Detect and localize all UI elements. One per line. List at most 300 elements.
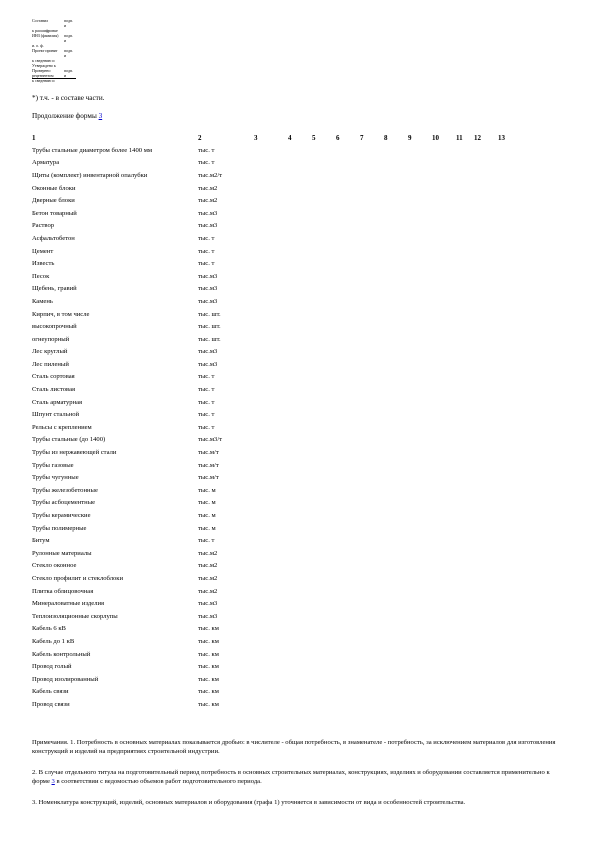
empty-cell	[432, 232, 456, 245]
empty-cell	[254, 295, 288, 308]
empty-cell	[360, 560, 384, 573]
empty-cell	[474, 660, 498, 673]
empty-cell	[456, 295, 474, 308]
signature-row	[32, 48, 76, 58]
empty-cell	[254, 333, 288, 346]
table-row	[32, 333, 522, 346]
empty-cell	[384, 434, 408, 447]
empty-cell	[254, 434, 288, 447]
material-name: Песок	[32, 272, 50, 280]
material-name: Битум	[32, 537, 50, 545]
empty-cell	[384, 522, 408, 535]
empty-cell	[474, 408, 498, 421]
empty-cell	[498, 660, 522, 673]
empty-cell	[336, 623, 360, 636]
empty-cell	[384, 245, 408, 258]
empty-cell	[474, 358, 498, 371]
empty-cell	[432, 408, 456, 421]
empty-cell	[408, 446, 432, 459]
empty-cell	[474, 169, 498, 182]
table-row	[32, 371, 522, 384]
continuation-prefix: Продолжение формы	[32, 112, 99, 120]
empty-cell	[288, 585, 312, 598]
empty-cell	[312, 648, 336, 661]
material-name: Трубы стальные (до 1400)	[32, 436, 106, 444]
empty-cell	[288, 207, 312, 220]
empty-cell	[288, 157, 312, 170]
material-name: Стекло профилит и стеклоблоки	[32, 574, 124, 582]
empty-cell	[336, 308, 360, 321]
empty-cell	[336, 194, 360, 207]
material-name: Трубы полимерные	[32, 524, 87, 532]
empty-cell	[456, 597, 474, 610]
empty-cell	[474, 673, 498, 686]
column-header: 13	[498, 134, 505, 142]
empty-cell	[336, 257, 360, 270]
empty-cell	[288, 547, 312, 560]
empty-cell	[336, 560, 360, 573]
empty-cell	[456, 270, 474, 283]
table-row	[32, 308, 522, 321]
empty-cell	[336, 522, 360, 535]
empty-cell	[360, 220, 384, 233]
empty-cell	[312, 623, 336, 636]
empty-cell	[384, 698, 408, 711]
empty-cell	[408, 257, 432, 270]
empty-cell	[360, 396, 384, 409]
empty-cell	[384, 194, 408, 207]
unit-cell: тыс.м2	[198, 549, 218, 557]
empty-cell	[456, 283, 474, 296]
empty-cell	[474, 320, 498, 333]
empty-cell	[408, 560, 432, 573]
empty-cell	[312, 371, 336, 384]
empty-cell	[360, 434, 384, 447]
empty-cell	[456, 220, 474, 233]
empty-cell	[474, 623, 498, 636]
footnote-separator	[32, 78, 76, 79]
empty-cell	[474, 245, 498, 258]
table-row	[32, 446, 522, 459]
empty-cell	[312, 157, 336, 170]
empty-cell	[456, 182, 474, 195]
empty-cell	[432, 308, 456, 321]
empty-cell	[474, 471, 498, 484]
empty-cell	[456, 194, 474, 207]
empty-cell	[474, 446, 498, 459]
signature-row	[32, 68, 76, 78]
empty-cell	[498, 459, 522, 472]
empty-cell	[254, 220, 288, 233]
empty-cell	[456, 698, 474, 711]
empty-cell	[360, 333, 384, 346]
empty-cell	[474, 270, 498, 283]
empty-cell	[312, 471, 336, 484]
empty-cell	[336, 572, 360, 585]
empty-cell	[384, 383, 408, 396]
empty-cell	[408, 371, 432, 384]
empty-cell	[408, 635, 432, 648]
empty-cell	[312, 194, 336, 207]
unit-cell: тыс.м/т	[198, 449, 219, 457]
material-name: высокопрочный	[32, 323, 77, 331]
empty-cell	[498, 182, 522, 195]
empty-cell	[288, 497, 312, 510]
material-name: Рулонные материалы	[32, 549, 92, 557]
empty-cell	[336, 408, 360, 421]
empty-cell	[384, 257, 408, 270]
empty-cell	[474, 220, 498, 233]
table-row	[32, 497, 522, 510]
empty-cell	[498, 144, 522, 157]
unit-cell: тыс. км	[198, 663, 219, 671]
empty-cell	[456, 522, 474, 535]
material-name: Трубы стальные диаметром более 1400 мм	[32, 146, 153, 154]
empty-cell	[498, 547, 522, 560]
empty-cell	[384, 308, 408, 321]
empty-cell	[456, 534, 474, 547]
empty-cell	[384, 169, 408, 182]
material-name: Оконные блоки	[32, 184, 76, 192]
material-name: Плитка облицовочная	[32, 587, 94, 595]
empty-cell	[474, 144, 498, 157]
empty-cell	[498, 698, 522, 711]
empty-cell	[498, 446, 522, 459]
material-name: Сталь арматурная	[32, 398, 83, 406]
empty-cell	[384, 333, 408, 346]
signature-label: к сведению и	[32, 58, 55, 63]
empty-cell	[456, 169, 474, 182]
empty-cell	[254, 522, 288, 535]
empty-cell	[432, 333, 456, 346]
empty-cell	[474, 283, 498, 296]
empty-cell	[360, 232, 384, 245]
table-row	[32, 560, 522, 573]
table-row	[32, 547, 522, 560]
form-continuation	[32, 112, 102, 120]
empty-cell	[432, 346, 456, 359]
empty-cell	[474, 547, 498, 560]
material-name: огнеупорный	[32, 335, 70, 343]
empty-cell	[254, 673, 288, 686]
signature-line: подп. и	[64, 33, 74, 43]
empty-cell	[408, 207, 432, 220]
empty-cell	[408, 484, 432, 497]
empty-cell	[384, 358, 408, 371]
signature-block	[32, 18, 76, 83]
empty-cell	[288, 698, 312, 711]
table-row	[32, 346, 522, 359]
empty-cell	[360, 484, 384, 497]
empty-cell	[254, 396, 288, 409]
material-name: Стекло оконное	[32, 562, 77, 570]
material-name: Щиты (комплект) инвентарной опалубки	[32, 171, 148, 179]
empty-cell	[432, 207, 456, 220]
empty-cell	[360, 635, 384, 648]
empty-cell	[456, 509, 474, 522]
table-row	[32, 610, 522, 623]
empty-cell	[360, 572, 384, 585]
material-name: Трубы из нержавеющей стали	[32, 449, 117, 457]
unit-cell: тыс.м2	[198, 587, 218, 595]
empty-cell	[288, 434, 312, 447]
column-header: 2	[198, 134, 202, 142]
empty-cell	[360, 295, 384, 308]
empty-cell	[456, 446, 474, 459]
empty-cell	[474, 698, 498, 711]
empty-cell	[456, 408, 474, 421]
table-row	[32, 698, 522, 711]
empty-cell	[498, 396, 522, 409]
unit-cell: тыс.м2/т	[198, 171, 223, 179]
empty-cell	[384, 471, 408, 484]
empty-cell	[288, 182, 312, 195]
empty-cell	[360, 358, 384, 371]
column-header: 10	[432, 134, 439, 142]
empty-cell	[432, 295, 456, 308]
empty-cell	[384, 610, 408, 623]
empty-cell	[254, 560, 288, 573]
empty-cell	[288, 635, 312, 648]
empty-cell	[498, 383, 522, 396]
empty-cell	[432, 635, 456, 648]
empty-cell	[432, 560, 456, 573]
column-header: 1	[32, 134, 36, 142]
empty-cell	[408, 660, 432, 673]
empty-cell	[254, 270, 288, 283]
unit-cell: тыс.м3	[198, 297, 218, 305]
empty-cell	[312, 698, 336, 711]
empty-cell	[498, 610, 522, 623]
empty-cell	[432, 497, 456, 510]
empty-cell	[384, 144, 408, 157]
empty-cell	[498, 295, 522, 308]
empty-cell	[432, 182, 456, 195]
empty-cell	[384, 421, 408, 434]
empty-cell	[254, 623, 288, 636]
empty-cell	[456, 434, 474, 447]
empty-cell	[254, 610, 288, 623]
empty-cell	[474, 308, 498, 321]
empty-cell	[408, 623, 432, 636]
empty-cell	[474, 560, 498, 573]
empty-cell	[288, 686, 312, 699]
empty-cell	[498, 560, 522, 573]
empty-cell	[254, 346, 288, 359]
unit-cell: тыс.м3	[198, 285, 218, 293]
signature-line: подп. и	[64, 68, 74, 78]
empty-cell	[474, 257, 498, 270]
empty-cell	[408, 408, 432, 421]
empty-cell	[498, 497, 522, 510]
empty-cell	[336, 333, 360, 346]
empty-cell	[254, 383, 288, 396]
unit-cell: тыс. т	[198, 146, 215, 154]
material-name: Провод изолированный	[32, 675, 99, 683]
empty-cell	[288, 396, 312, 409]
empty-cell	[384, 497, 408, 510]
empty-cell	[408, 610, 432, 623]
empty-cell	[408, 346, 432, 359]
empty-cell	[336, 270, 360, 283]
form-link[interactable]: 3	[98, 112, 103, 120]
empty-cell	[474, 597, 498, 610]
empty-cell	[360, 623, 384, 636]
signature-row	[32, 18, 76, 28]
empty-cell	[384, 585, 408, 598]
empty-cell	[360, 660, 384, 673]
table-row	[32, 660, 522, 673]
empty-cell	[474, 434, 498, 447]
empty-cell	[360, 648, 384, 661]
empty-cell	[254, 446, 288, 459]
empty-cell	[360, 446, 384, 459]
empty-cell	[288, 232, 312, 245]
empty-cell	[498, 257, 522, 270]
empty-cell	[288, 421, 312, 434]
empty-cell	[432, 245, 456, 258]
empty-cell	[312, 673, 336, 686]
empty-cell	[312, 383, 336, 396]
empty-cell	[288, 358, 312, 371]
empty-cell	[408, 144, 432, 157]
empty-cell	[254, 308, 288, 321]
empty-cell	[254, 421, 288, 434]
empty-cell	[312, 308, 336, 321]
unit-cell: тыс. шт.	[198, 310, 221, 318]
empty-cell	[360, 408, 384, 421]
unit-cell: тыс. шт.	[198, 335, 221, 343]
empty-cell	[456, 371, 474, 384]
column-header: 8	[384, 134, 388, 142]
empty-cell	[456, 333, 474, 346]
empty-cell	[312, 182, 336, 195]
empty-cell	[336, 421, 360, 434]
empty-cell	[288, 295, 312, 308]
empty-cell	[384, 270, 408, 283]
empty-cell	[498, 572, 522, 585]
empty-cell	[288, 522, 312, 535]
empty-cell	[408, 383, 432, 396]
material-name: Цемент	[32, 247, 54, 255]
empty-cell	[408, 673, 432, 686]
empty-cell	[456, 383, 474, 396]
empty-cell	[312, 522, 336, 535]
empty-cell	[456, 396, 474, 409]
empty-cell	[384, 295, 408, 308]
empty-cell	[360, 144, 384, 157]
empty-cell	[254, 686, 288, 699]
table-row	[32, 484, 522, 497]
empty-cell	[498, 207, 522, 220]
empty-cell	[254, 169, 288, 182]
table-row	[32, 295, 522, 308]
note-2-suffix: в соответствии с ведомостью объемов работ подготовительного периода.	[54, 778, 262, 785]
empty-cell	[312, 547, 336, 560]
empty-cell	[336, 459, 360, 472]
empty-cell	[456, 686, 474, 699]
unit-cell: тыс.м3	[198, 222, 218, 230]
empty-cell	[254, 232, 288, 245]
unit-cell: тыс. км	[198, 625, 219, 633]
empty-cell	[384, 597, 408, 610]
unit-cell: тыс.м3	[198, 272, 218, 280]
empty-cell	[288, 194, 312, 207]
note-2	[32, 768, 564, 786]
empty-cell	[360, 547, 384, 560]
table-row	[32, 585, 522, 598]
empty-cell	[408, 585, 432, 598]
empty-cell	[408, 497, 432, 510]
column-header: 6	[336, 134, 340, 142]
empty-cell	[474, 346, 498, 359]
unit-cell: тыс. км	[198, 650, 219, 658]
empty-cell	[312, 484, 336, 497]
material-name: Камень	[32, 297, 53, 305]
empty-cell	[432, 320, 456, 333]
empty-cell	[336, 207, 360, 220]
empty-cell	[432, 220, 456, 233]
empty-cell	[456, 144, 474, 157]
empty-cell	[384, 446, 408, 459]
empty-cell	[254, 509, 288, 522]
note-1: Примечания. 1. Потребность в основных материалах показывается дробью: в числителе - общая потребность, в знаменателе - потребность, за исключением материалов для изготовления конструкций и изделий на предприятиях строительной индустрии.	[32, 739, 556, 755]
table-row	[32, 270, 522, 283]
empty-cell	[254, 635, 288, 648]
unit-cell: тыс. шт.	[198, 323, 221, 331]
material-name: Шпунт стальной	[32, 411, 80, 419]
material-name: Известь	[32, 260, 55, 268]
empty-cell	[498, 232, 522, 245]
empty-cell	[432, 572, 456, 585]
table-row	[32, 157, 522, 170]
empty-cell	[432, 471, 456, 484]
empty-cell	[432, 686, 456, 699]
empty-cell	[312, 597, 336, 610]
empty-cell	[384, 509, 408, 522]
material-name: Кабель 6 кВ	[32, 625, 66, 633]
table-row	[32, 182, 522, 195]
note-2-form-link[interactable]: 3	[51, 778, 55, 785]
empty-cell	[288, 371, 312, 384]
unit-cell: тыс. т	[198, 398, 215, 406]
empty-cell	[408, 572, 432, 585]
empty-cell	[498, 358, 522, 371]
empty-cell	[336, 509, 360, 522]
empty-cell	[384, 396, 408, 409]
empty-cell	[498, 194, 522, 207]
empty-cell	[432, 610, 456, 623]
empty-cell	[360, 471, 384, 484]
empty-cell	[336, 471, 360, 484]
empty-cell	[254, 698, 288, 711]
material-name: Щебень, гравий	[32, 285, 77, 293]
empty-cell	[408, 358, 432, 371]
empty-cell	[288, 572, 312, 585]
empty-cell	[312, 421, 336, 434]
empty-cell	[360, 497, 384, 510]
empty-cell	[456, 497, 474, 510]
empty-cell	[456, 585, 474, 598]
empty-cell	[288, 534, 312, 547]
empty-cell	[336, 484, 360, 497]
empty-cell	[474, 157, 498, 170]
material-name: Асфальтобетон	[32, 234, 75, 242]
unit-cell: тыс.м3	[198, 360, 218, 368]
empty-cell	[254, 194, 288, 207]
empty-cell	[498, 169, 522, 182]
table-row	[32, 396, 522, 409]
